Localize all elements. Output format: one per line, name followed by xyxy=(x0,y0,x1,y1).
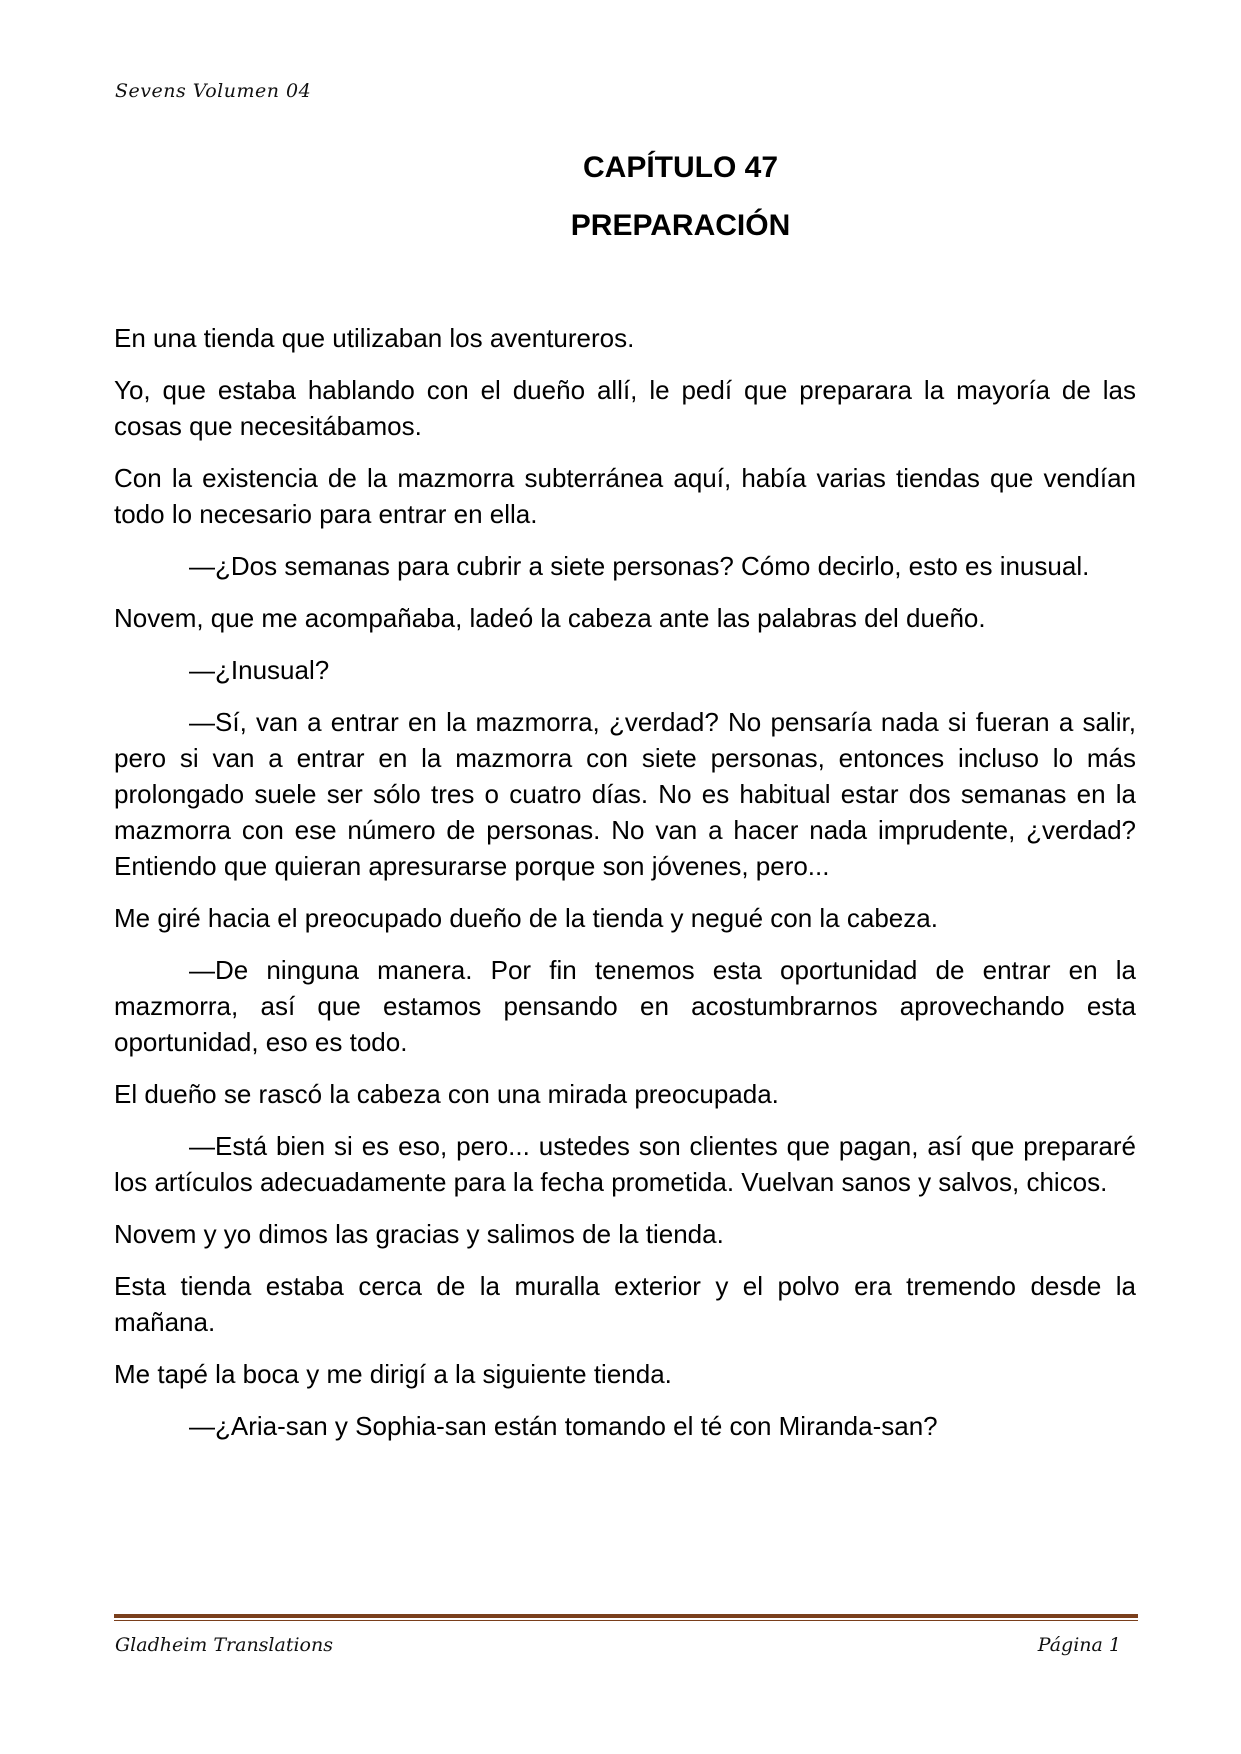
footer-divider-thin xyxy=(114,1620,1138,1621)
paragraph: Me giré hacia el preocupado dueño de la tienda y negué con la cabeza. xyxy=(114,903,938,933)
paragraph: Novem, que me acompañaba, ladeó la cabeza ante las palabras del dueño. xyxy=(114,603,986,633)
paragraph: Me tapé la boca y me dirigí a la siguiente tienda. xyxy=(114,1359,672,1389)
chapter-number: CAPÍTULO 47 xyxy=(582,151,779,184)
dialog-paragraph: —Está bien si es eso, pero... ustedes son clientes que pagan, así que prepararé los artículos adecuadamente para la fecha prometida. Vuelvan sanos y salvos, chicos. xyxy=(114,1131,1136,1197)
chapter-heading xyxy=(0,150,1241,266)
paragraph: Con la existencia de la mazmorra subterránea aquí, había varias tiendas que vendían todo lo necesario para entrar en ella. xyxy=(114,463,1136,529)
footer-divider-thick xyxy=(114,1614,1138,1618)
paragraph: Yo, que estaba hablando con el dueño allí, le pedí que preparara la mayoría de las cosas que necesitábamos. xyxy=(114,375,1136,441)
paragraph: Novem y yo dimos las gracias y salimos de la tienda. xyxy=(114,1219,724,1249)
chapter-title: PREPARACIÓN xyxy=(570,209,791,242)
body-text xyxy=(114,320,1136,1460)
dialog-paragraph: —¿Dos semanas para cubrir a siete personas? Cómo decirlo, esto es inusual. xyxy=(189,551,1090,581)
dialog-paragraph: —¿Aria-san y Sophia-san están tomando el té con Miranda-san? xyxy=(189,1411,938,1441)
paragraph: En una tienda que utilizaban los aventureros. xyxy=(114,323,635,353)
footer-translator: Gladheim Translations xyxy=(115,1634,333,1656)
running-header: Sevens Volumen 04 xyxy=(115,80,312,102)
page-number: Página 1 xyxy=(1037,1634,1121,1656)
dialog-paragraph: —De ninguna manera. Por fin tenemos esta oportunidad de entrar en la mazmorra, así que estamos pensando en acostumbrarnos aprovechando esta oportunidad, eso es todo. xyxy=(114,955,1136,1057)
dialog-paragraph: —¿Inusual? xyxy=(189,655,330,685)
dialog-paragraph: —Sí, van a entrar en la mazmorra, ¿verdad? No pensaría nada si fueran a salir, pero si van a entrar en la mazmorra con siete personas, entonces incluso lo más prolongado suele ser sólo tres o cuatro días. No es habitual estar dos semanas en la mazmorra con ese número de personas. No van a hacer nada imprudente, ¿verdad? Entiendo que quieran apresurarse porque son jóvenes, pero... xyxy=(114,707,1136,881)
paragraph: Esta tienda estaba cerca de la muralla exterior y el polvo era tremendo desde la mañana. xyxy=(114,1271,1136,1337)
paragraph: El dueño se rascó la cabeza con una mirada preocupada. xyxy=(114,1079,779,1109)
